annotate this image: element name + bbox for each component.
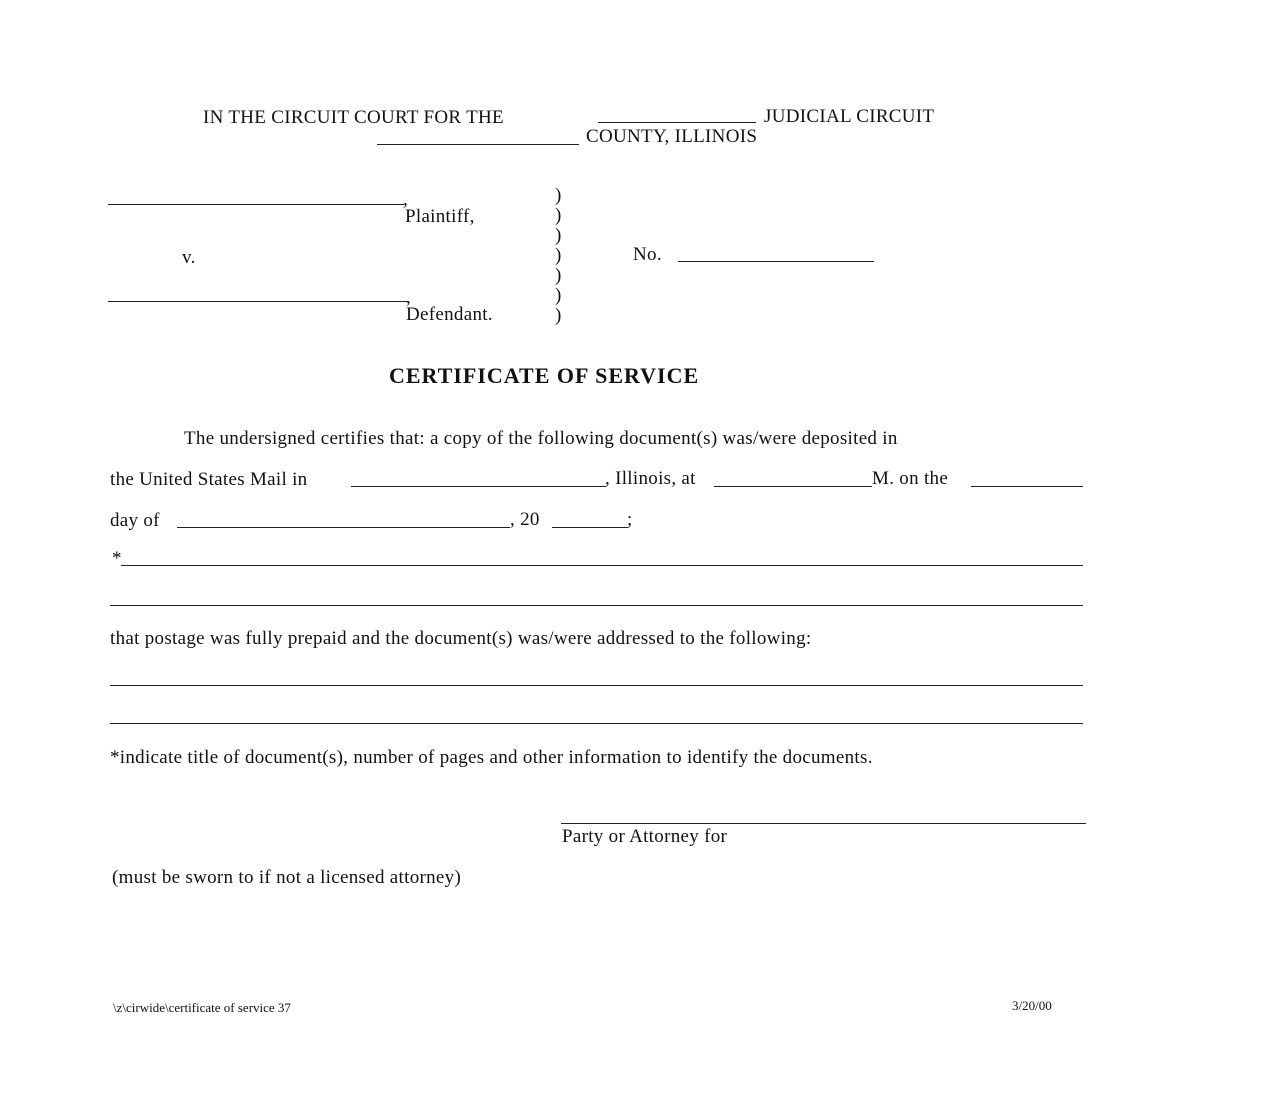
court-header-circuit: JUDICIAL CIRCUIT bbox=[764, 106, 935, 127]
versus-label: v. bbox=[182, 247, 196, 268]
body-line-3-start: day of bbox=[110, 510, 160, 531]
caption-paren: ) bbox=[555, 265, 562, 286]
asterisk-marker: * bbox=[112, 548, 122, 569]
plaintiff-name-blank[interactable] bbox=[108, 204, 404, 205]
document-title: CERTIFICATE OF SERVICE bbox=[389, 363, 700, 388]
court-header-county: COUNTY, ILLINOIS bbox=[586, 126, 758, 147]
defendant-label: Defendant. bbox=[406, 304, 493, 325]
plaintiff-comma: , bbox=[403, 189, 409, 210]
body-line-2-end: M. on the bbox=[872, 468, 949, 489]
county-blank[interactable] bbox=[377, 144, 579, 145]
defendant-name-blank[interactable] bbox=[108, 301, 408, 302]
address-line-1[interactable] bbox=[110, 685, 1083, 686]
mail-time-blank[interactable] bbox=[714, 486, 872, 487]
mail-city-blank[interactable] bbox=[351, 486, 606, 487]
caption-paren: ) bbox=[555, 185, 562, 206]
footer-file-path: \z\cirwide\certificate of service 37 bbox=[113, 1000, 291, 1015]
caption-paren: ) bbox=[555, 305, 562, 326]
mail-day-blank[interactable] bbox=[971, 486, 1083, 487]
defendant-comma: , bbox=[406, 287, 412, 308]
footer-date: 3/20/00 bbox=[1012, 998, 1052, 1013]
document-title-line-2[interactable] bbox=[110, 605, 1083, 606]
postage-statement: that postage was fully prepaid and the document(s) was/were addressed to the following: bbox=[110, 628, 812, 649]
body-line-2-mid: , Illinois, at bbox=[605, 468, 696, 489]
caption-paren: ) bbox=[555, 205, 562, 226]
case-number-blank[interactable] bbox=[678, 261, 874, 262]
circuit-blank[interactable] bbox=[598, 122, 756, 123]
mail-year-blank[interactable] bbox=[552, 527, 628, 528]
court-header-prefix: IN THE CIRCUIT COURT FOR THE bbox=[203, 107, 504, 128]
body-line-3-end: ; bbox=[627, 509, 633, 530]
body-line-3-year: , 20 bbox=[510, 509, 540, 530]
asterisk-note: *indicate title of document(s), number of pages and other information to identify the documents. bbox=[110, 747, 873, 768]
sworn-note: (must be sworn to if not a licensed attorney) bbox=[112, 867, 462, 888]
signature-line[interactable] bbox=[561, 823, 1086, 824]
document-title-line-1[interactable] bbox=[121, 565, 1083, 566]
caption-paren: ) bbox=[555, 245, 562, 266]
case-number-label: No. bbox=[633, 244, 662, 265]
caption-paren: ) bbox=[555, 285, 562, 306]
caption-paren: ) bbox=[555, 225, 562, 246]
mail-month-blank[interactable] bbox=[177, 527, 510, 528]
body-line-2-start: the United States Mail in bbox=[110, 469, 308, 490]
plaintiff-label: Plaintiff, bbox=[405, 206, 475, 227]
address-line-2[interactable] bbox=[110, 723, 1083, 724]
signature-label: Party or Attorney for bbox=[562, 826, 728, 847]
body-line-1: The undersigned certifies that: a copy of the following document(s) was/were deposited in bbox=[184, 428, 898, 449]
